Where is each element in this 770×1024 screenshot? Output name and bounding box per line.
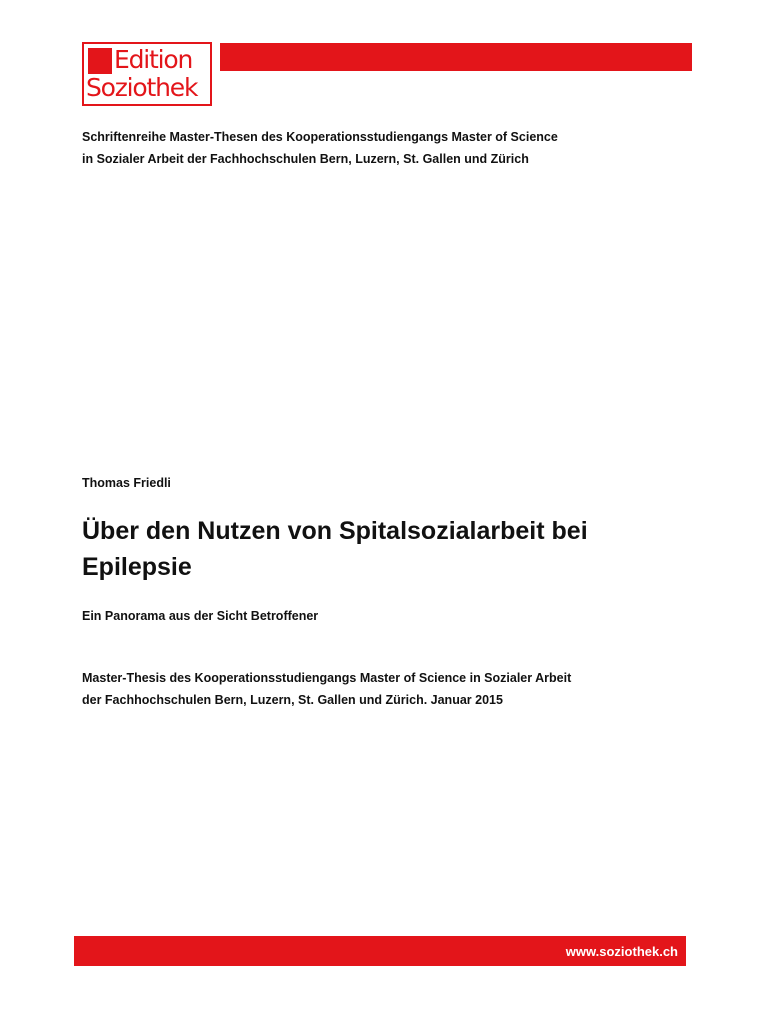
thesis-note-line-1: Master-Thesis des Kooperationsstudiengangs Master of Science in Sozialer Arbeit xyxy=(82,671,572,685)
header-red-bar xyxy=(220,43,692,71)
logo-red-block xyxy=(88,48,112,74)
series-line-1: Schriftenreihe Master-Thesen des Kooperationsstudiengangs Master of Science xyxy=(82,130,558,144)
edition-soziothek-logo xyxy=(82,42,212,106)
footer-red-bar xyxy=(74,936,686,966)
series-description xyxy=(82,126,702,170)
series-line-2: in Sozialer Arbeit der Fachhochschulen Bern, Luzern, St. Gallen und Zürich xyxy=(82,152,529,166)
thesis-note xyxy=(82,667,702,711)
logo-text-edition: Edition xyxy=(114,45,193,74)
document-subtitle: Ein Panorama aus der Sicht Betroffener xyxy=(82,609,319,623)
document-title: Über den Nutzen von Spitalsozialarbeit bei Epilepsie xyxy=(82,517,588,581)
author-name: Thomas Friedli xyxy=(82,476,171,490)
website-link[interactable]: www.soziothek.ch xyxy=(565,944,678,959)
thesis-note-line-2: der Fachhochschulen Bern, Luzern, St. Gallen und Zürich. Januar 2015 xyxy=(82,693,503,707)
logo-text-soziothek: Soziothek xyxy=(86,73,198,102)
